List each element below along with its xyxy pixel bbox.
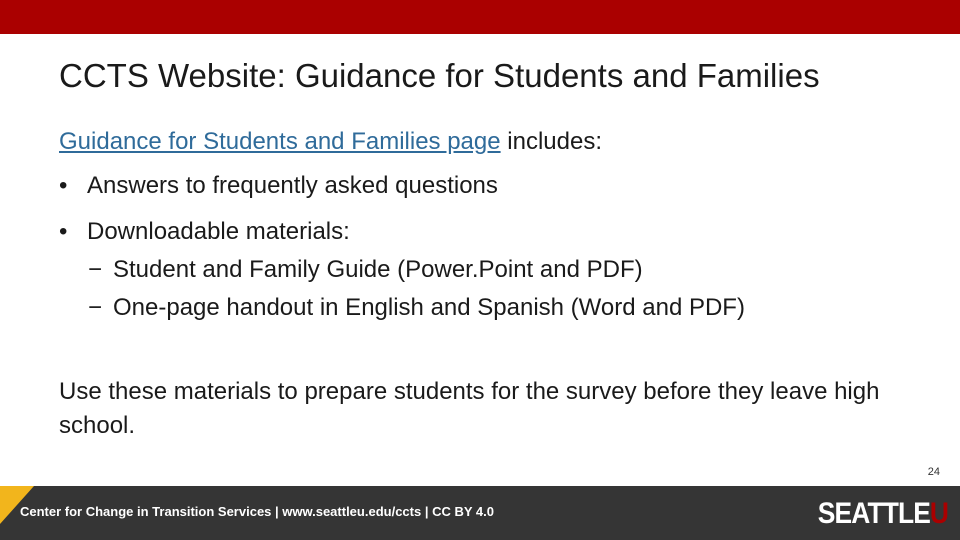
seattleu-logo <box>818 498 948 530</box>
sub-item-handout <box>88 294 745 322</box>
footer-text: Center for Change in Transition Services | www.seattleu.edu/ccts | CC BY 4.0 <box>20 504 494 519</box>
sub-item-guide <box>88 256 643 284</box>
logo-text-u: U <box>929 497 948 530</box>
sub-item-text: One-page handout in English and Spanish (Word and PDF) <box>113 294 745 321</box>
guidance-page-link[interactable]: Guidance for Students and Families page <box>59 128 501 155</box>
intro-suffix: includes: <box>500 128 602 155</box>
slide-title: CCTS Website: Guidance for Students and Families <box>59 57 820 94</box>
intro-line <box>59 128 602 156</box>
bullet-downloads <box>59 218 350 246</box>
bullet-text: Answers to frequently asked questions <box>87 172 498 199</box>
sub-item-text: Student and Family Guide (Power.Point and PDF) <box>113 256 643 283</box>
bullet-text: Downloadable materials: <box>87 218 350 245</box>
sub-marker: − <box>88 294 103 321</box>
top-accent-bar <box>0 0 960 34</box>
footer-bar <box>0 486 960 540</box>
bullet-faq <box>59 172 498 200</box>
sub-marker: − <box>88 256 103 283</box>
logo-text-seattle: SEATTLE <box>817 497 930 530</box>
bullet-marker: • <box>59 218 68 245</box>
closing-paragraph: Use these materials to prepare students for the survey before they leave high school. <box>59 378 880 439</box>
page-number: 24 <box>927 466 940 478</box>
bullet-marker: • <box>59 172 68 199</box>
